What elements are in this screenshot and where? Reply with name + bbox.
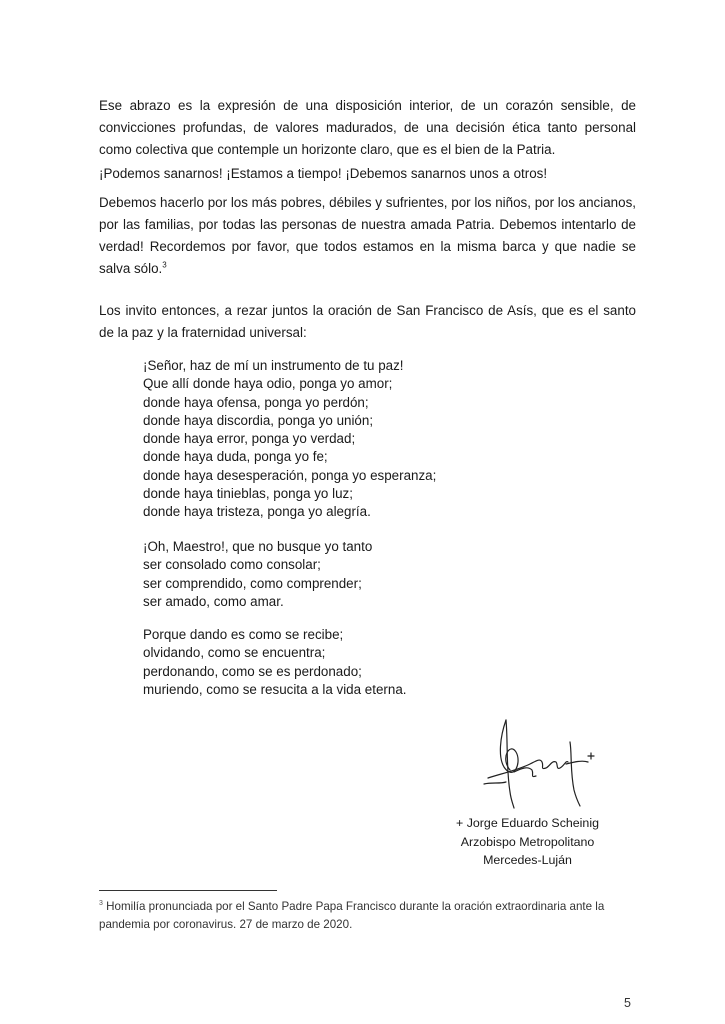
prayer-line: donde haya tristeza, ponga yo alegría. <box>143 504 371 520</box>
prayer-stanza-1 <box>143 357 436 522</box>
prayer-line: ser amado, como amar. <box>143 593 284 609</box>
prayer-line: ser comprendido, como comprender; <box>143 575 362 591</box>
prayer-line: donde haya tinieblas, ponga yo luz; <box>143 486 353 502</box>
prayer-line: ser consolado como consolar; <box>143 557 321 573</box>
paragraph-debemos-hacerlo-text: Debemos hacerlo por los más pobres, débiles y sufrientes, por los niños, por los ancianos, por las familias, por todas las personas de nuestra amada Patria. Debemos intentarlo de verdad! Recordemos por favor, que todos estamos en la misma barca y que nadie se salva sólo. <box>99 195 636 276</box>
handwritten-signature <box>470 712 600 812</box>
prayer-line: Que allí donde haya odio, ponga yo amor; <box>143 376 393 392</box>
prayer-line: perdonando, como se es perdonado; <box>143 663 362 679</box>
signer-title: Arzobispo Metropolitano <box>460 834 595 849</box>
prayer-line: ¡Oh, Maestro!, que no busque yo tanto <box>143 539 373 554</box>
prayer-line: ¡Señor, haz de mí un instrumento de tu paz! <box>143 358 404 373</box>
prayer-line: Porque dando es como se recibe; <box>143 627 344 642</box>
paragraph-abrazo: Ese abrazo es la expresión de una disposición interior, de un corazón sensible, de convicciones profundas, de valores madurados, de una decisión ética tanto personal como colectiva que contemple un horizonte claro, que es el bien de la Patria. <box>99 98 636 157</box>
prayer-stanza-3 <box>143 626 406 699</box>
paragraph-debemos-hacerlo <box>99 192 636 280</box>
prayer-line: donde haya duda, ponga yo fe; <box>143 449 328 465</box>
prayer-line: donde haya desesperación, ponga yo esperanza; <box>143 467 437 483</box>
prayer-line: olvidando, como se encuentra; <box>143 645 326 661</box>
footnote-text: Homilía pronunciada por el Santo Padre Papa Francisco durante la oración extraordinaria ante la pandemia por coronavirus. 27 de marzo de 2020. <box>99 900 605 931</box>
prayer-line: donde haya error, ponga yo verdad; <box>143 431 356 447</box>
footnote <box>99 898 619 934</box>
signer-see: Mercedes-Luján <box>483 853 572 867</box>
footnote-marker: 3 <box>99 900 103 908</box>
signature-block <box>440 814 615 870</box>
prayer-line: muriendo, como se resucita a la vida eterna. <box>143 681 407 697</box>
prayer-stanza-2 <box>143 538 372 611</box>
page-number: 5 <box>624 996 631 1010</box>
signer-name: + Jorge Eduardo Scheinig <box>456 816 599 830</box>
prayer-line: donde haya discordia, ponga yo unión; <box>143 412 374 428</box>
footnote-reference: 3 <box>162 260 167 270</box>
prayer-line: donde haya ofensa, ponga yo perdón; <box>143 394 369 410</box>
footnote-separator <box>99 890 277 891</box>
paragraph-invitation: Los invito entonces, a rezar juntos la oración de San Francisco de Asís, que es el santo de la paz y la fraternidad universal: <box>99 303 636 340</box>
paragraph-podemos-sanarnos: ¡Podemos sanarnos! ¡Estamos a tiempo! ¡Debemos sanarnos unos a otros! <box>99 166 548 181</box>
